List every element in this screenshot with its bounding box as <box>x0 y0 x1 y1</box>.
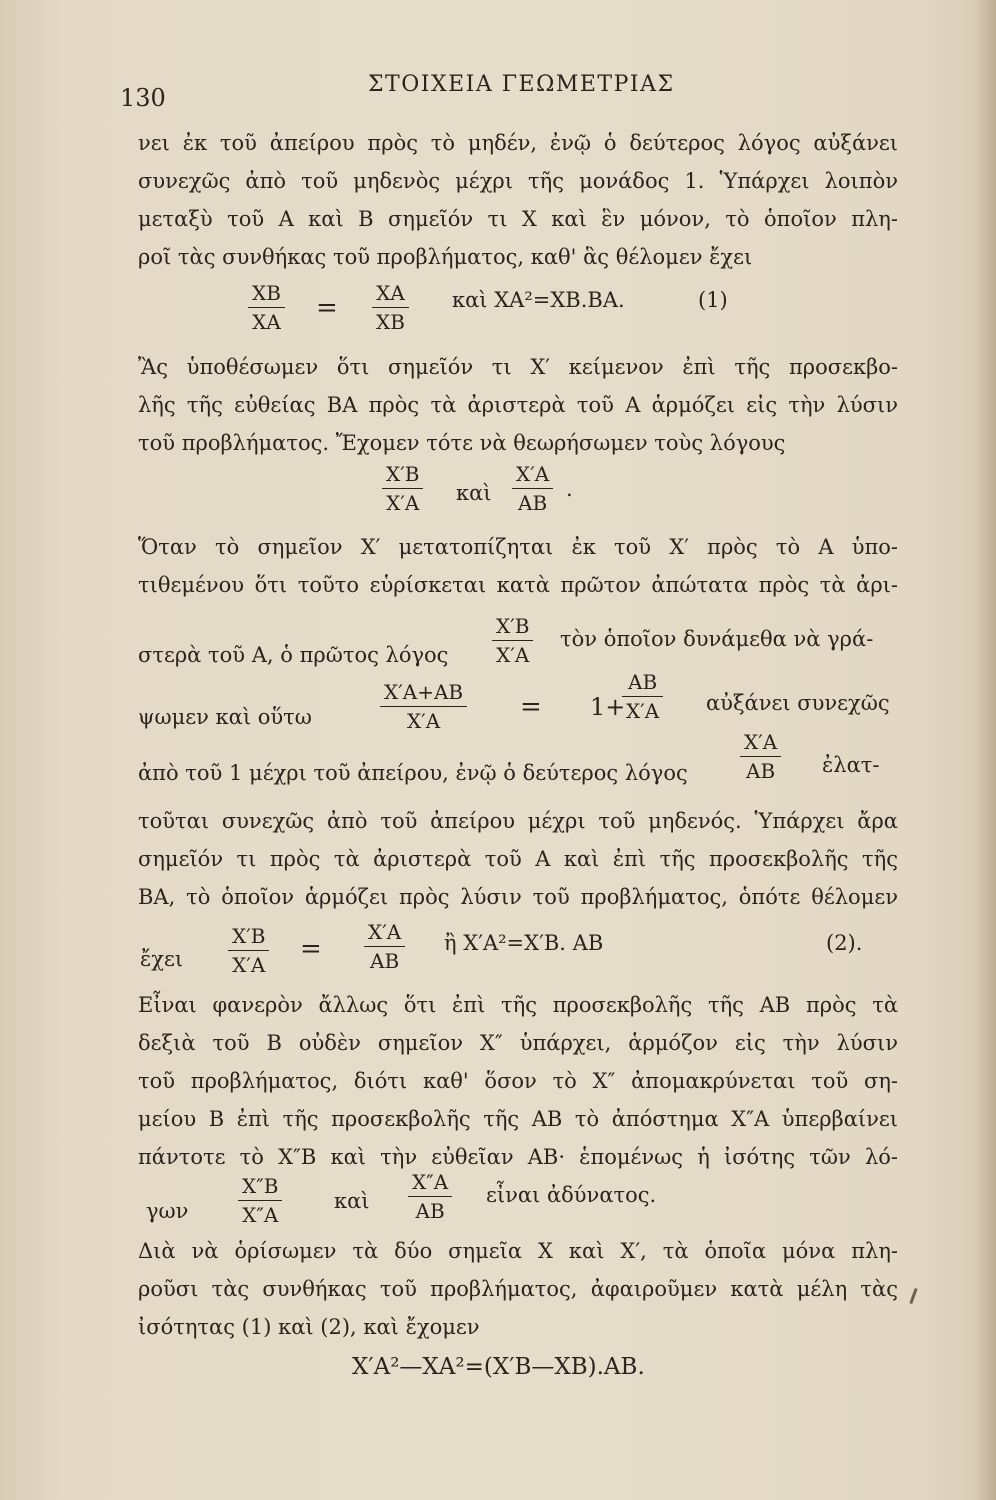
text-line: τοῦ προβλήματος. Ἔχομεν τότε νὰ θεωρήσωμεν τοὺς λόγους <box>138 431 786 455</box>
numerator: ΧΑ <box>372 281 409 308</box>
equals-sign: = <box>300 934 322 964</box>
equation-label: (2). <box>826 931 863 955</box>
denominator: Χ″Α <box>242 1203 279 1227</box>
equation-text: καὶ ΧΑ²=ΧΒ.ΒΑ. <box>452 288 625 312</box>
denominator: ΑΒ <box>415 1199 445 1223</box>
equation-text: 1+ <box>590 693 626 721</box>
text-line: ἐλατ- <box>822 753 880 777</box>
text-line: δεξιὰ τοῦ Β οὐδὲν σημεῖον Χ″ ὑπάρχει, ἁρμόζον εἰς τὴν λύσιν <box>138 1031 898 1055</box>
text-line: ἰσότητας (1) καὶ (2), καὶ ἔχομεν <box>138 1315 480 1339</box>
text-line: συνεχῶς ἀπὸ τοῦ μηδενὸς μέχρι τῆς μονάδος 1. Ὑπάρχει λοιπὸν <box>138 169 898 193</box>
equation-text: ἢ Χ′Α²=Χ′Β. ΑΒ <box>444 931 604 955</box>
numerator: ΑΒ <box>622 670 663 697</box>
equation-label: (1) <box>698 288 728 312</box>
running-title: ΣΤΟΙΧΕΙΑ ΓΕΩΜΕΤΡΙΑΣ <box>368 72 675 97</box>
fraction-x1b-x1a <box>492 614 533 667</box>
numerator: Χ′Β <box>228 924 269 951</box>
numerator: Χ′Α <box>740 730 781 757</box>
text-line: αὐξάνει συνεχῶς <box>706 691 890 715</box>
text-line: ἔχει <box>140 947 184 971</box>
numerator: Χ″Β <box>238 1174 282 1201</box>
text-line: μεταξὺ τοῦ Α καὶ Β σημεῖόν τι Χ καὶ ἓν μόνον, τὸ ὁποῖον πλη- <box>138 207 898 231</box>
denominator: ΧΒ <box>376 310 405 334</box>
denominator: ΑΒ <box>518 491 548 515</box>
numerator: Χ′Β <box>382 462 423 489</box>
text-line: Εἶναι φανερὸν ἄλλως ὅτι ἐπὶ τῆς προσεκβολῆς τῆς ΑΒ πρὸς τὰ <box>138 993 898 1017</box>
fraction-x1a-ab <box>364 920 405 973</box>
fraction-x1b-x1a <box>382 462 423 515</box>
fraction-xa-xb <box>372 281 409 334</box>
text-line: πάντοτε τὸ Χ″Β καὶ τὴν εὐθεῖαν ΑΒ· ἑπομένως ἡ ἰσότης τῶν λό- <box>138 1145 898 1169</box>
denominator: ΑΒ <box>746 759 776 783</box>
text-line: εἶναι ἀδύνατος. <box>486 1183 657 1207</box>
numerator: Χ′Α <box>364 920 405 947</box>
equation-text: καὶ <box>334 1189 370 1213</box>
numerator: ΧΒ <box>248 281 285 308</box>
text-line: Ὅταν τὸ σημεῖον Χ′ μετατοπίζηται ἐκ τοῦ Χ′ πρὸς τὸ Α ὑπο- <box>138 535 898 559</box>
denominator: ΑΒ <box>370 949 400 973</box>
text-line: σημεῖόν τι πρὸς τὰ ἀριστερὰ τοῦ Α καὶ ἐπὶ τῆς προσεκβολῆς τῆς <box>138 847 898 871</box>
denominator: ΧΑ <box>252 310 281 334</box>
page-header <box>0 72 996 112</box>
text-line: ΒΑ, τὸ ὁποῖον ἁρμόζει πρὸς λύσιν τοῦ προβλήματος, ὁπότε θέλομεν <box>138 885 898 909</box>
text-line: τοῦται συνεχῶς ἀπὸ τοῦ ἀπείρου μέχρι τοῦ μηδενός. Ὑπάρχει ἄρα <box>138 809 898 833</box>
equals-sign: = <box>316 293 338 323</box>
numerator: Χ″Α <box>408 1170 452 1197</box>
fraction-ab-x1a <box>622 670 663 723</box>
denominator: Χ′Α <box>386 491 420 515</box>
denominator: Χ′Α <box>232 953 266 977</box>
text-line: τιθεμένου ὅτι τοῦτο εὑρίσκεται κατὰ πρῶτον ἀπώτατα πρὸς τὰ ἀρι- <box>138 573 898 597</box>
fraction-x2a-ab <box>408 1170 452 1223</box>
denominator: Χ′Α <box>496 643 530 667</box>
numerator: Χ′Α+ΑΒ <box>380 680 467 707</box>
text-line: γων <box>146 1199 189 1223</box>
fraction-x1a-ab <box>512 462 553 515</box>
denominator: Χ′Α <box>626 699 660 723</box>
pencil-mark <box>909 1288 917 1304</box>
text-line: λῆς τῆς εὐθείας ΒΑ πρὸς τὰ ἀριστερὰ τοῦ Α ἁρμόζει εἰς τὴν λύσιν <box>138 393 898 417</box>
text-line: τὸν ὁποῖον δυνάμεθα νὰ γρά- <box>560 627 874 651</box>
page-edge-shadow <box>974 0 996 1500</box>
equals-sign: = <box>520 692 542 722</box>
text-line: μείου Β ἐπὶ τῆς προσεκβολῆς τῆς ΑΒ τὸ ἀπόστημα Χ″Α ὑπερβαίνει <box>138 1107 898 1131</box>
text-line: ροῦσι τὰς συνθήκας τοῦ προβλήματος, ἀφαιροῦμεν κατὰ μέλη τὰς <box>138 1277 898 1301</box>
text-line: Ἂς ὑποθέσωμεν ὅτι σημεῖόν τι Χ′ κείμενον ἐπὶ τῆς προσεκβο- <box>138 355 898 379</box>
text-line: τοῦ προβλήματος, διότι καθ' ὅσον τὸ Χ″ ἀπομακρύνεται τοῦ ση- <box>138 1069 898 1093</box>
fraction-x1a-ab <box>740 730 781 783</box>
text-line: ἀπὸ τοῦ 1 μέχρι τοῦ ἀπείρου, ἐνῷ ὁ δεύτερος λόγος <box>138 761 688 785</box>
final-equation: Χ′Α²—ΧΑ²=(Χ′Β—ΧΒ).ΑΒ. <box>352 1354 645 1380</box>
text-line: ροῖ τὰς συνθήκας τοῦ προβλήματος, καθ' ἃς θέλομεν ἔχει <box>138 245 753 269</box>
numerator: Χ′Α <box>512 462 553 489</box>
fraction-x2b-x2a <box>238 1174 282 1227</box>
text-line: Διὰ νὰ ὁρίσωμεν τὰ δύο σημεῖα Χ καὶ Χ′, τὰ ὁποῖα μόνα πλη- <box>138 1239 898 1263</box>
equation-text: . <box>566 477 573 501</box>
numerator: Χ′Β <box>492 614 533 641</box>
text-line: ψωμεν καὶ οὕτω <box>138 705 312 729</box>
fraction-xb-xa <box>248 281 285 334</box>
page-number: 130 <box>120 84 166 112</box>
denominator: Χ′Α <box>406 709 441 733</box>
fraction-x1a-plus-ab <box>380 680 467 733</box>
equation-text: καὶ <box>456 481 492 505</box>
text-line: στερὰ τοῦ Α, ὁ πρῶτος λόγος <box>138 643 449 667</box>
text-line: νει ἐκ τοῦ ἀπείρου πρὸς τὸ μηδέν, ἐνῷ ὁ δεύτερος λόγος αὐξάνει <box>138 131 898 155</box>
fraction-x1b-x1a <box>228 924 269 977</box>
